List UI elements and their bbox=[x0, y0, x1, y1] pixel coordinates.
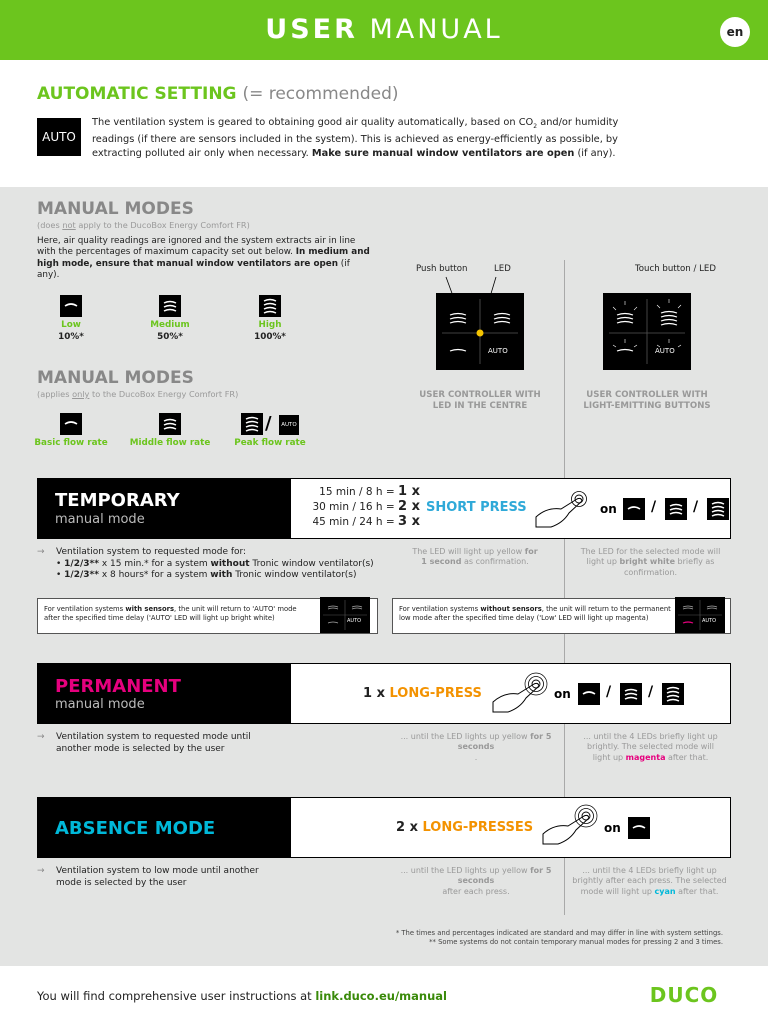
manual-modes-subtitle: (does not apply to the DucoBox Energy Comfort FR) bbox=[37, 220, 250, 230]
absence-note-light-buttons: ... until the 4 LEDs briefly light up brightly after each press. The selected mode will light up cyan after that. bbox=[572, 866, 727, 896]
svg-text:DUCO: DUCO bbox=[649, 984, 719, 1004]
slash-separator: / bbox=[606, 684, 612, 700]
mode-label-high: High bbox=[258, 320, 282, 330]
temporary-title: TEMPORARY bbox=[55, 490, 180, 511]
manual-link[interactable]: link.duco.eu/manual bbox=[315, 989, 447, 1003]
absence-action: 2 x LONG-PRESSES bbox=[396, 820, 534, 835]
low-flow-icon bbox=[60, 295, 82, 317]
automatic-setting-title: AUTOMATIC SETTING (= recommended) bbox=[37, 84, 399, 104]
low-flow-icon bbox=[578, 683, 600, 705]
short-press-label: SHORT PRESS bbox=[426, 500, 527, 515]
auto-badge: AUTO bbox=[37, 118, 81, 156]
permanent-note-light-buttons: ... until the 4 LEDs briefly light up brightly. The selected mode will light up magenta after that. bbox=[583, 732, 718, 762]
mode-pct-medium: 50%* bbox=[157, 332, 183, 342]
controller-caption-1: USER CONTROLLER WITH LED IN THE CENTRE bbox=[419, 390, 541, 411]
absence-note-led-centre: ... until the LED lights up yellow for 5 seconds after each press. bbox=[400, 866, 552, 896]
controller-auto-label: AUTO bbox=[488, 347, 508, 355]
led-indicator-magenta bbox=[675, 597, 725, 633]
footer-text: You will find comprehensive user instructions at link.duco.eu/manual bbox=[37, 989, 447, 1003]
high-flow-icon bbox=[707, 498, 729, 520]
medium-flow-icon bbox=[665, 498, 687, 520]
mode-label-basic: Basic flow rate bbox=[34, 438, 108, 448]
language-badge[interactable]: en bbox=[720, 17, 750, 47]
high-flow-icon bbox=[662, 683, 684, 705]
controller-light-buttons bbox=[603, 293, 691, 370]
automatic-setting-text: The ventilation system is geared to obtaining good air quality automatically, based on $CO_2$ and/or humidity readings (if there are sensors included in the system). This is achieved as energy-efficiently as possible, by extracting polluted air only when necessary. Make sure manual window ventilators are open (if any). bbox=[92, 117, 619, 159]
push-button-label: Push button bbox=[416, 264, 468, 274]
absence-on-label: on bbox=[604, 821, 621, 835]
led-label: LED bbox=[494, 264, 511, 274]
temporary-bullets: Ventilation system to requested mode for: • 1/2/3** x 15 min.* for a system without Tronic window ventilator(s) • 1/2/3** x 8 hours* for a system with Tronic window ventilator(s) bbox=[56, 547, 374, 581]
controller-led-centre bbox=[436, 293, 524, 370]
manual-modes-title-2: MANUAL MODES bbox=[37, 368, 194, 388]
low-flow-icon bbox=[628, 817, 650, 839]
controller-caption-2: USER CONTROLLER WITH LIGHT-EMITTING BUTTONS bbox=[583, 390, 711, 411]
controller-auto-label-2: AUTO bbox=[655, 347, 675, 355]
mode-label-peak: Peak flow rate bbox=[234, 438, 306, 448]
footnotes: * The times and percentages indicated are standard and may differ in line with system settings. ** Some systems do not contain temporary manual modes for pressing 2 and 3 times. bbox=[395, 929, 723, 946]
mode-pct-low: 10%* bbox=[58, 332, 84, 342]
permanent-on-label: on bbox=[554, 687, 571, 701]
medium-flow-icon bbox=[159, 413, 181, 435]
finger-long-press-icon bbox=[540, 802, 598, 848]
arrow-icon: → bbox=[37, 866, 45, 876]
permanent-title: PERMANENT bbox=[55, 676, 181, 697]
slash-separator: / bbox=[693, 499, 699, 515]
arrow-icon: → bbox=[37, 732, 45, 742]
absence-bullet: Ventilation system to low mode until another mode is selected by the user bbox=[56, 866, 259, 888]
led-auto-text: AUTO bbox=[702, 618, 717, 624]
permanent-bullet: Ventilation system to requested mode until another mode is selected by the user bbox=[56, 732, 251, 754]
page-title: USER MANUAL bbox=[265, 14, 503, 45]
low-flow-icon bbox=[623, 498, 645, 520]
permanent-action: 1 x LONG-PRESS bbox=[363, 686, 482, 701]
manual-modes-description: Here, air quality readings are ignored and the system extracts air in line with the percentages of maximum capacity set out below. In medium and high mode, ensure that manual window ventilators are open (if any). bbox=[37, 236, 370, 281]
permanent-subtitle: manual mode bbox=[55, 697, 145, 712]
touch-button-label: Touch button / LED bbox=[635, 264, 716, 274]
high-flow-icon bbox=[259, 295, 281, 317]
low-flow-icon bbox=[60, 413, 82, 435]
slash-separator: / bbox=[651, 499, 657, 515]
slash-separator: / bbox=[265, 413, 272, 434]
duco-logo bbox=[636, 984, 732, 1004]
absence-title: ABSENCE MODE bbox=[55, 818, 216, 839]
temporary-durations: 15 min / 8 h = 1 x 30 min / 16 h = 2 x 45 min / 24 h = 3 x bbox=[312, 484, 420, 529]
mode-label-medium: Medium bbox=[150, 320, 190, 330]
note-without-sensors: For ventilation systems without sensors, the unit will return to the permanent low mode after the specified time delay ('Low' LED will light up magenta) bbox=[392, 598, 731, 634]
temporary-on-label: on bbox=[600, 502, 617, 516]
led-indicator-auto bbox=[320, 597, 370, 633]
slash-separator: / bbox=[648, 684, 654, 700]
temporary-subtitle: manual mode bbox=[55, 512, 145, 527]
arrow-icon: → bbox=[37, 547, 45, 557]
medium-flow-icon bbox=[620, 683, 642, 705]
temporary-note-light-buttons: The LED for the selected mode will light up bright white briefly as confirmation. bbox=[580, 547, 721, 577]
auto-icon: AUTO bbox=[279, 415, 299, 435]
finger-long-press-icon bbox=[490, 670, 548, 716]
high-flow-icon bbox=[241, 413, 263, 435]
mode-pct-high: 100%* bbox=[254, 332, 286, 342]
manual-modes-subtitle-2: (applies only to the DucoBox Energy Comfort FR) bbox=[37, 389, 239, 399]
finger-press-icon bbox=[533, 487, 589, 531]
permanent-note-led-centre: ... until the LED lights up yellow for 5 seconds . bbox=[400, 732, 552, 762]
medium-flow-icon bbox=[159, 295, 181, 317]
mode-label-low: Low bbox=[61, 320, 81, 330]
manual-modes-title: MANUAL MODES bbox=[37, 199, 194, 219]
temporary-note-led-centre: The LED will light up yellow for 1 second as confirmation. bbox=[412, 547, 538, 567]
led-auto-text: AUTO bbox=[347, 618, 362, 624]
mode-label-middle: Middle flow rate bbox=[129, 438, 211, 448]
note-with-sensors: For ventilation systems with sensors, the unit will return to 'AUTO' mode after the specified time delay ('AUTO' LED will light up bright white) bbox=[37, 598, 378, 634]
